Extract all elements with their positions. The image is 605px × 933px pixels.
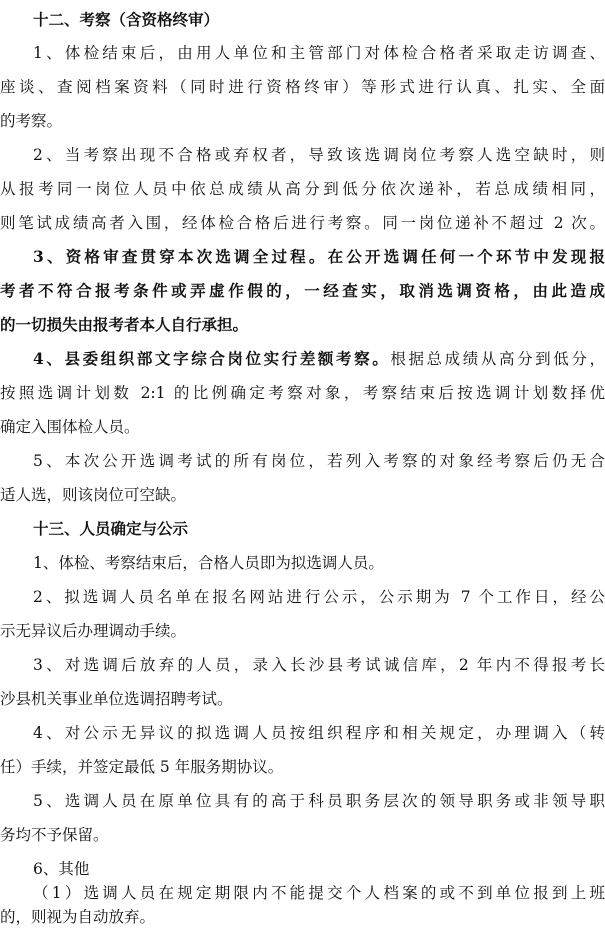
paragraph-line: 从报考同一岗位人员中依总成绩从高分到低分依次递补，若总成绩相同， (0, 180, 605, 198)
paragraph-line: 则笔试成绩高者入围，经体检合格后进行考察。同一岗位递补不超过 2 次。 (0, 214, 605, 232)
paragraph-line: 按照选调计划数 2:1 的比例确定考察对象，考察结束后按选调计划数择优 (0, 384, 605, 402)
section-heading-13: 十三、人员确定与公示 (33, 519, 189, 538)
paragraph-line: 2、当考察出现不合格或弃权者，导致该选调岗位考察人选空缺时，则 (33, 146, 605, 164)
paragraph-line: 6、其他 (33, 860, 90, 878)
paragraph-line: 的，则视为自动放弃。 (0, 908, 156, 926)
paragraph-line: 5、本次公开选调考试的所有岗位，若列入考察的对象经考察后仍无合 (33, 452, 605, 470)
paragraph-line-bold: 3、资格审查贯穿本次选调全过程。在公开选调任何一个环节中发现报 (33, 247, 605, 266)
paragraph-line: 的考察。 (0, 112, 63, 130)
section-heading-12: 十二、考察（含资格终审） (33, 10, 220, 29)
paragraph-line: 务均不予保留。 (0, 826, 109, 844)
paragraph-line-bold: 的一切损失由报考者本人自行承担。 (0, 315, 249, 334)
paragraph-line: 1、体检结束后，由用人单位和主管部门对体检合格者采取走访调查、 (33, 44, 605, 62)
paragraph-line: 示无异议后办理调动手续。 (0, 622, 187, 640)
paragraph-line: 适人选，则该岗位可空缺。 (0, 486, 187, 504)
paragraph-line: 确定入围体检人员。 (0, 418, 140, 436)
paragraph-line: 3、对选调后放弃的人员，录入长沙县考试诚信库，2 年内不得报考长 (33, 656, 605, 674)
paragraph-line: （1）选调人员在规定期限内不能提交个人档案的或不到单位报到上班 (33, 884, 605, 902)
paragraph-line: 2、拟选调人员名单在报名网站进行公示，公示期为 7 个工作日，经公 (33, 588, 605, 606)
paragraph-line: 1、体检、考察结束后，合格人员即为拟选调人员。 (33, 554, 384, 572)
paragraph-line: 任）手续，并签定最低 5 年服务期协议。 (0, 758, 284, 776)
paragraph-line: 沙县机关事业单位选调招聘考试。 (0, 690, 233, 708)
bold-prefix: 4、县委组织部文字综合岗位实行差额考察。 (33, 349, 391, 368)
paragraph-line: 5、选调人员在原单位具有的高于科员职务层次的领导职务或非领导职 (33, 792, 605, 810)
paragraph-line: 座谈、查阅档案资料（同时进行资格终审）等形式进行认真、扎实、全面 (0, 78, 605, 96)
paragraph-line-mixed (0, 343, 605, 375)
paragraph-line-bold: 考者不符合报考条件或弄虚作假的，一经查实，取消选调资格，由此造成 (0, 281, 605, 300)
regular-suffix: 根据总成绩从高分到低分， (390, 350, 605, 368)
paragraph-line: 4、对公示无异议的拟选调人员按组织程序和相关规定，办理调入（转 (33, 724, 605, 742)
